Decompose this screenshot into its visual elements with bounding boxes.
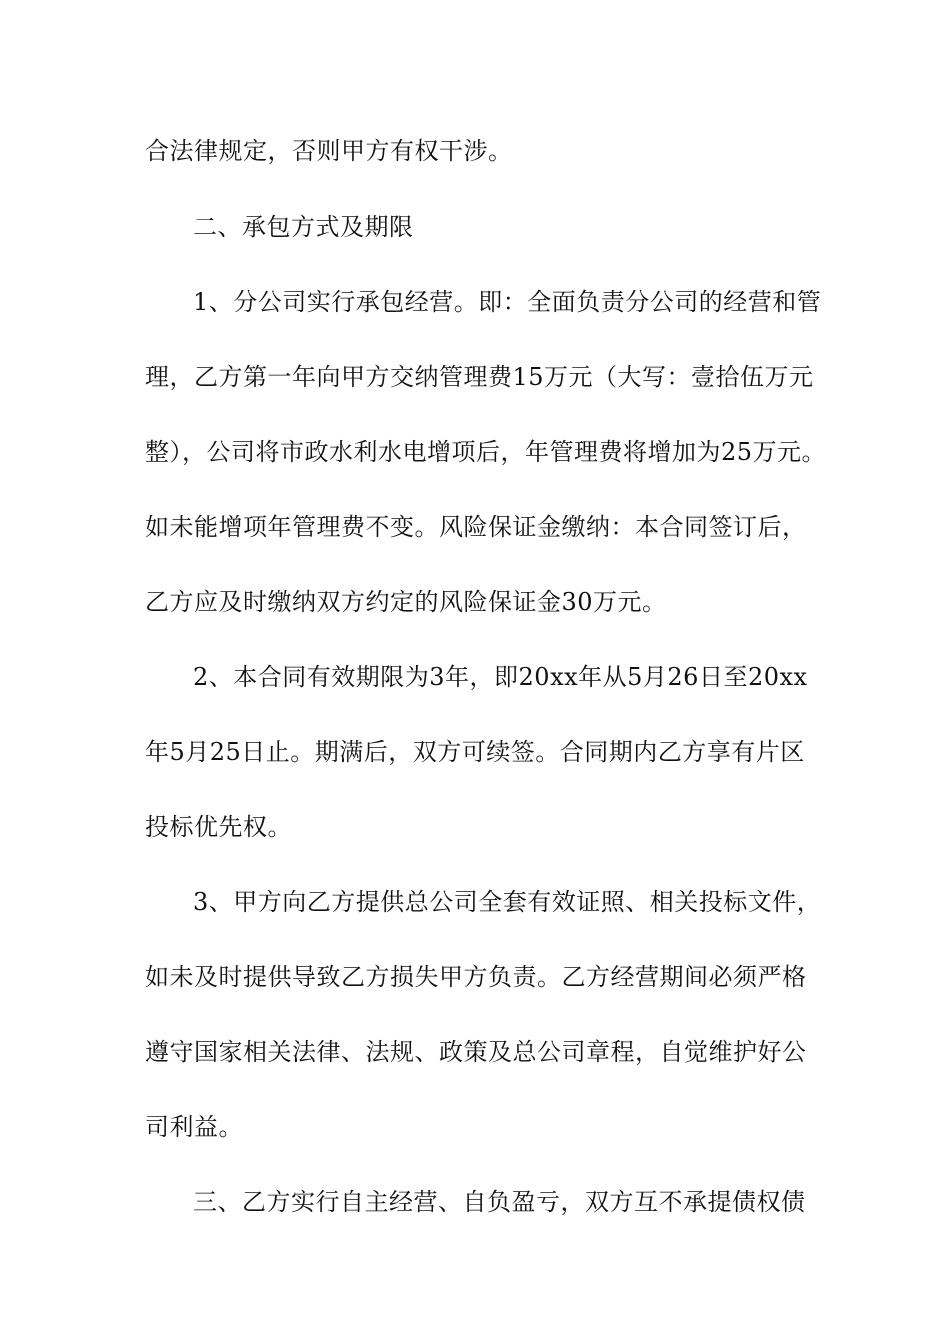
text-line-6: 如未能增项年管理费不变。风险保证金缴纳：本合同签订后， [145,513,807,541]
text-line-12: 如未及时提供导致乙方损失甲方负责。乙方经营期间必须严格 [145,963,807,991]
section-heading-3: 三、乙方实行自主经营、自负盈亏，双方互不承提债权债 [193,1188,806,1216]
text-line-8: 2、本合同有效期限为3年，即20xx年从5月26日至20xx [193,663,808,691]
text-line-13: 遵守国家相关法律、法规、政策及总公司章程，自觉维护好公 [145,1038,807,1066]
text-line-9: 年5月25日止。期满后，双方可续签。合同期内乙方享有片区 [145,738,805,766]
text-line-10: 投标优先权。 [145,813,292,841]
text-line-7: 乙方应及时缴纳双方约定的风险保证金30万元。 [145,588,667,616]
text-line-1: 合法律规定，否则甲方有权干涉。 [145,137,513,165]
section-heading-2: 二、承包方式及期限 [193,213,414,241]
text-line-11: 3、甲方向乙方提供总公司全套有效证照、相关投标文件， [193,888,822,916]
text-line-3: 1、分公司实行承包经营。即：全面负责分公司的经营和管 [193,288,822,316]
text-line-14: 司利益。 [145,1113,243,1141]
text-line-5: 整），公司将市政水利水电增项后，年管理费将增加为25万元。 [145,438,827,466]
text-line-4: 理，乙方第一年向甲方交纳管理费15万元（大写：壹拾伍万元 [145,363,814,391]
